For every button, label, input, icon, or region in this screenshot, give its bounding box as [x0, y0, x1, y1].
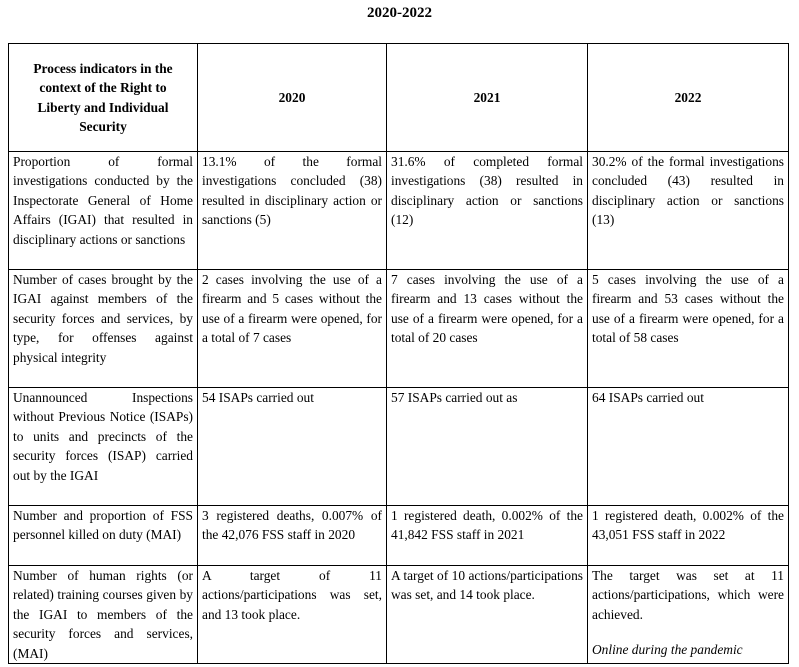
header-indicator: Process indicators in the context of the Right to Liberty and Individual Security	[9, 44, 198, 152]
table-row	[9, 152, 789, 270]
table-row	[9, 506, 789, 566]
header-2021: 2021	[387, 44, 588, 152]
value-2022-text: The target was set at 11 actions/participations, which were achieved.	[592, 568, 784, 622]
header-2020: 2020	[198, 44, 387, 152]
value-2020-cell: A target of 11 actions/participations was set, and 13 took place.	[198, 566, 387, 664]
value-2020-cell: 2 cases involving the use of a firearm and 5 cases without the use of a firearm were opened, for a total of 7 cases	[198, 270, 387, 388]
document-title: 2020-2022	[367, 5, 432, 21]
table-header-row	[9, 44, 789, 152]
value-2021-cell: 57 ISAPs carried out as	[387, 388, 588, 506]
indicator-cell: Number and proportion of FSS personnel killed on duty (MAI)	[9, 506, 198, 566]
header-2022: 2022	[588, 44, 789, 152]
value-2022-cell: 5 cases involving the use of a firearm and 53 cases without the use of a firearm were opened, for a total of 58 cases	[588, 270, 789, 388]
value-2022-cell: 30.2% of the formal investigations concluded (43) resulted in disciplinary action or sanctions (13)	[588, 152, 789, 270]
value-2022-cell: 64 ISAPs carried out	[588, 388, 789, 506]
table-row	[9, 270, 789, 388]
indicators-table	[8, 43, 789, 664]
value-2021-cell: 7 cases involving the use of a firearm and 13 cases without the use of a firearm were opened, for a total of 20 cases	[387, 270, 588, 388]
value-2022-cell: 1 registered death, 0.002% of the 43,051 FSS staff in 2022	[588, 506, 789, 566]
value-2021-cell: 1 registered death, 0.002% of the 41,842 FSS staff in 2021	[387, 506, 588, 566]
value-2022-cell	[588, 566, 789, 664]
value-2021-cell: 31.6% of completed formal investigations (38) resulted in disciplinary action or sanctions (12)	[387, 152, 588, 270]
table-row	[9, 566, 789, 664]
value-2021-cell: A target of 10 actions/participations was set, and 14 took place.	[387, 566, 588, 664]
indicator-cell: Number of human rights (or related) training courses given by the IGAI to members of the security forces and services, (MAI)	[9, 566, 198, 664]
indicator-cell: Unannounced Inspections without Previous Notice (ISAPs) to units and precincts of the security forces (ISAP) carried out by the IGAI	[9, 388, 198, 506]
value-2020-cell: 54 ISAPs carried out	[198, 388, 387, 506]
value-2020-cell: 13.1% of the formal investigations concluded (38) resulted in disciplinary action or sanctions (5)	[198, 152, 387, 270]
indicator-cell: Number of cases brought by the IGAI against members of the security forces and services, by type, for offenses against physical integrity	[9, 270, 198, 388]
pandemic-note: Online during the pandemic	[592, 642, 743, 658]
value-2020-cell: 3 registered deaths, 0.007% of the 42,076 FSS staff in 2020	[198, 506, 387, 566]
table-row	[9, 388, 789, 506]
indicator-cell: Proportion of formal investigations conducted by the Inspectorate General of Home Affairs (IGAI) that resulted in disciplinary actions or sanctions	[9, 152, 198, 270]
